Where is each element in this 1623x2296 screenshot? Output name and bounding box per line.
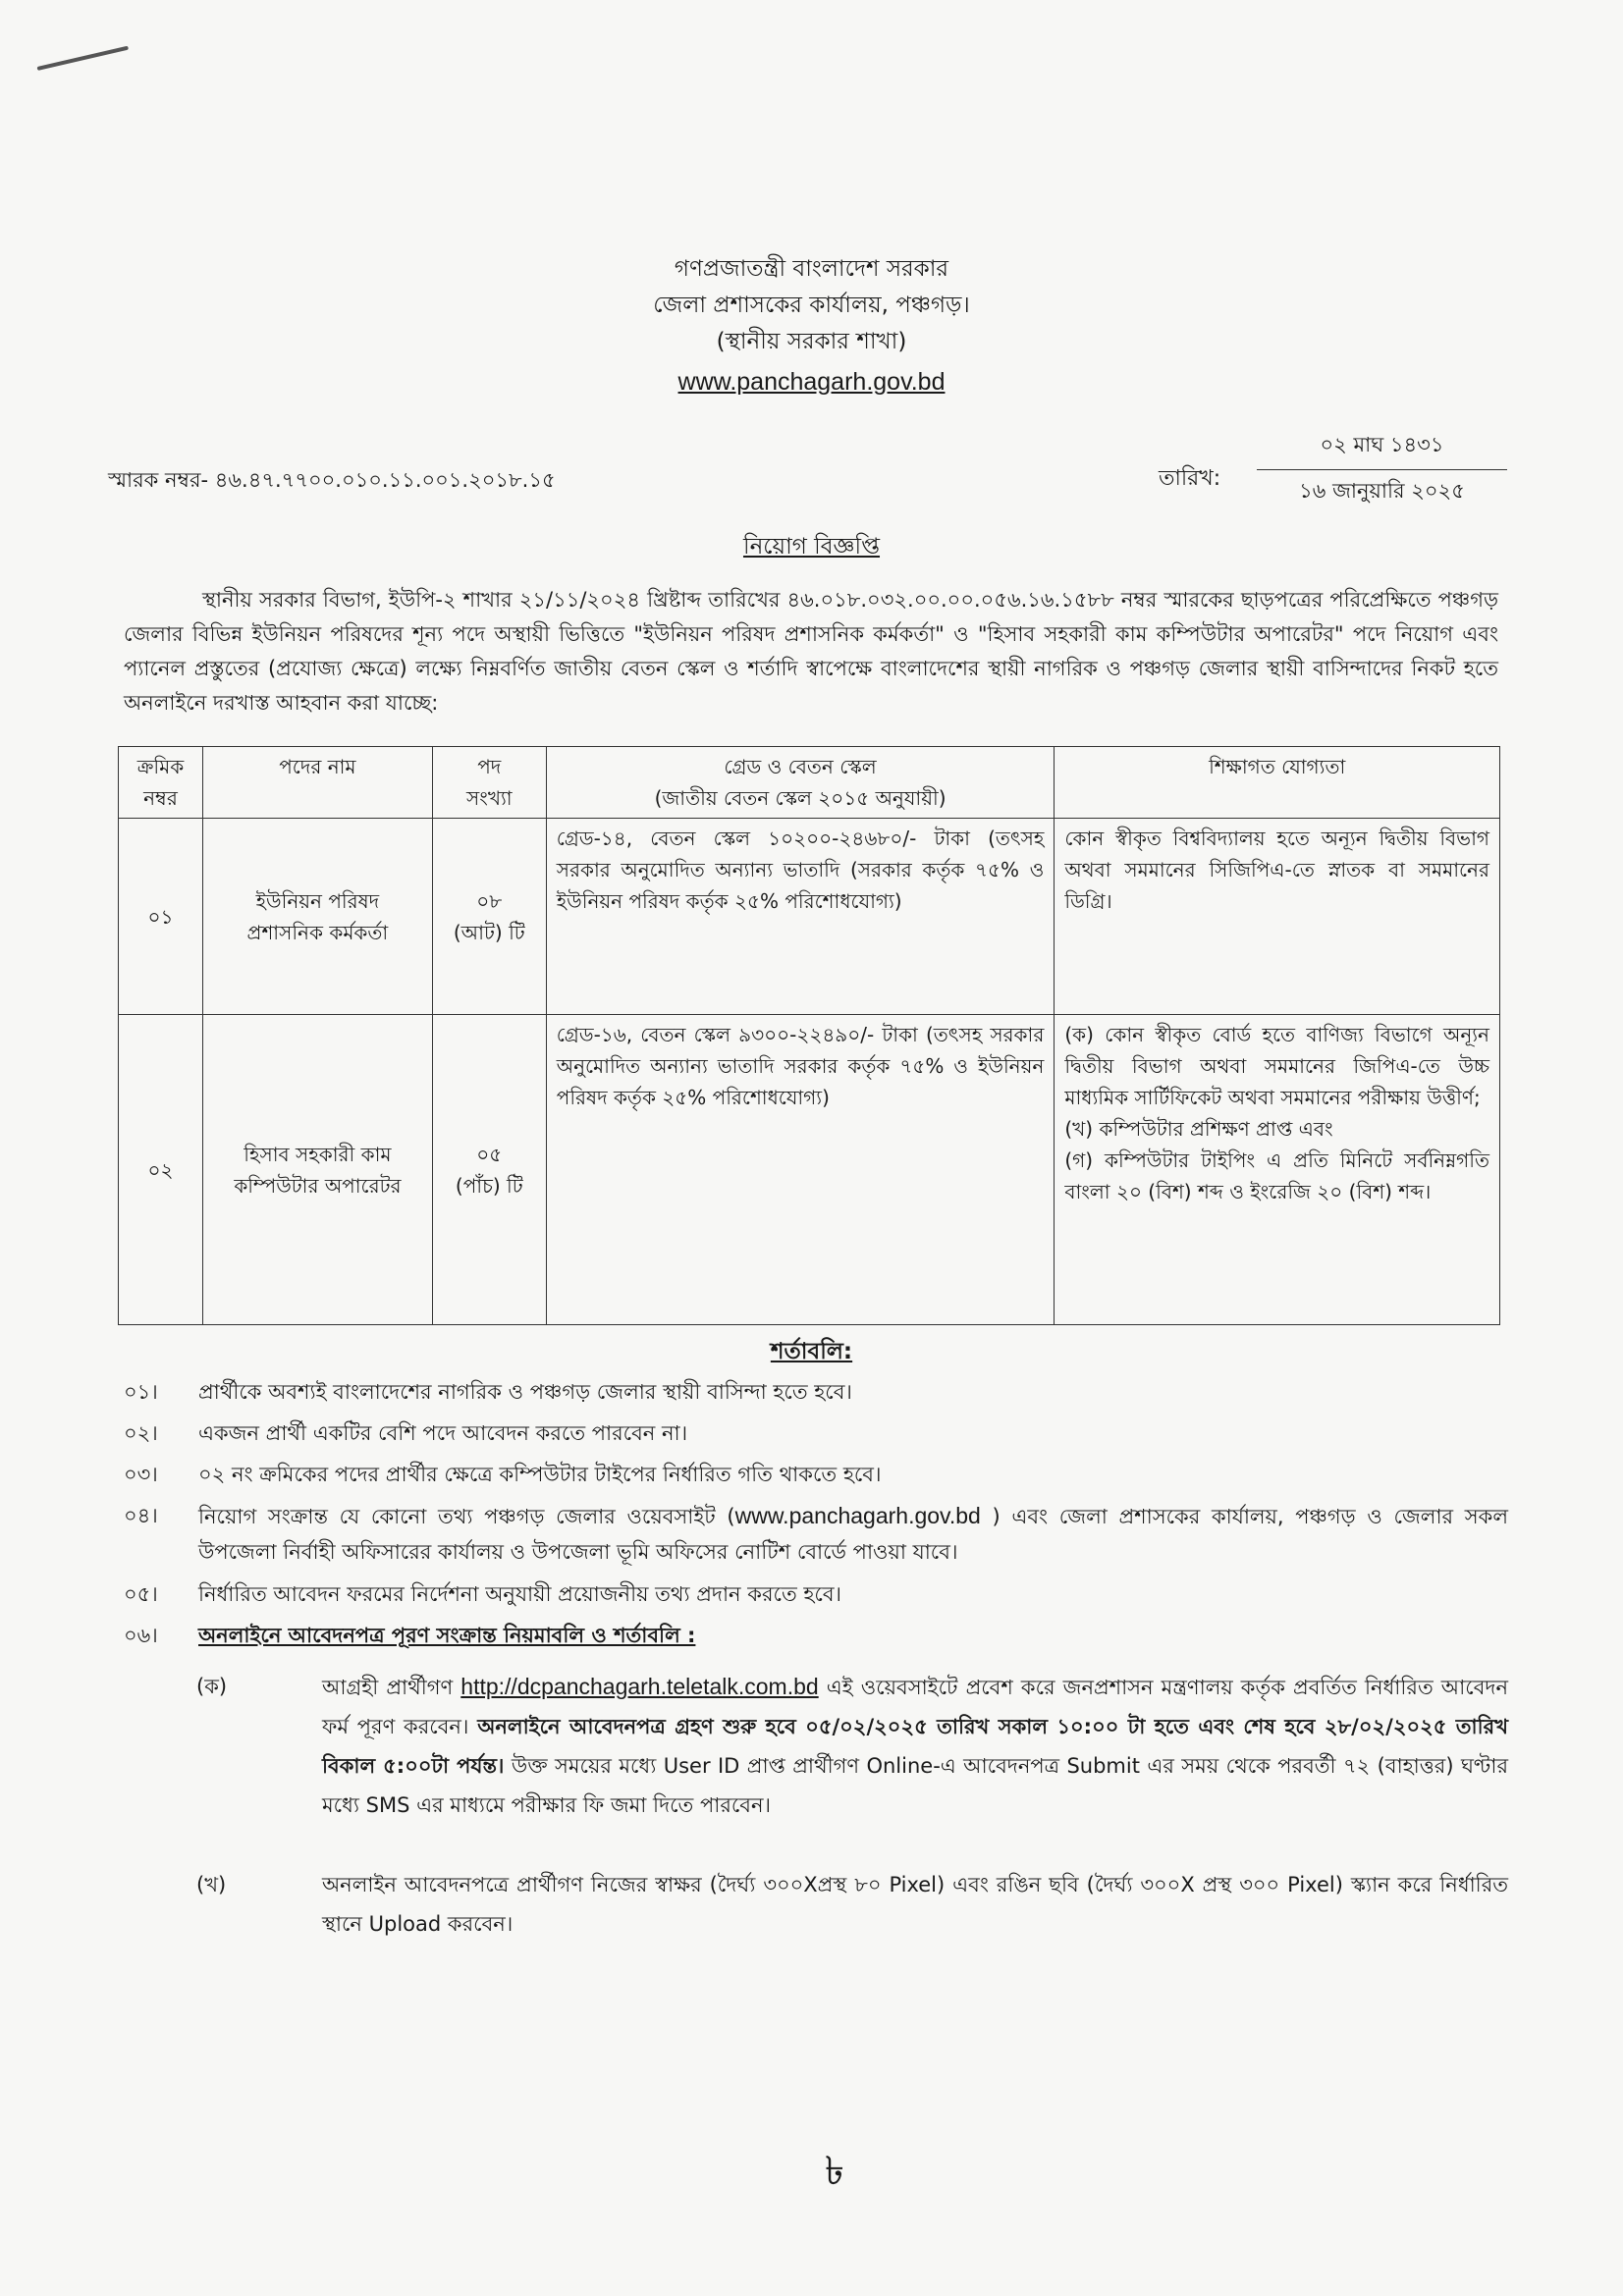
header-post-count: পদ সংখ্যা (432, 747, 546, 819)
condition-item (124, 1374, 1508, 1410)
conditions-title: শর্তাবলি: (770, 1339, 853, 1364)
intro-paragraph: স্থানীয় সরকার বিভাগ, ইউপি-২ শাখার ২১/১১/২০২৪ খ্রিষ্টাব্দ তারিখের ৪৬.০১৮.০৩২.০০.০০.০৫৬.১৬.১৫৮৮ নম্বর স্মারকের ছাড়পত্রের পরিপ্রেক্ষিতে পঞ্চগড় জেলার বিভিন্ন ইউনিয়ন পরিষদের শূন্য পদে অস্থায়ী ভিত্তিতে "ইউনিয়ন পরিষদ প্রশাসনিক কর্মকর্তা" ও "হিসাব সহকারী কাম কম্পিউটার অপারেটর" পদে নিয়োগ এবং প্যানেল প্রস্তুতের (প্রযোজ্য ক্ষেত্রে) লক্ষ্যে নিম্নবর্ণিত জাতীয় বেতন স্কেল ও শর্তাদি স্বাপেক্ষে বাংলাদেশের স্থায়ী নাগরিক ও পঞ্চগড় জেলার স্থায়ী বাসিন্দাদের নিকট হতে অনলাইনে দরখাস্ত আহবান করা যাচ্ছে: (124, 588, 1498, 715)
condition-text: অনলাইনে আবেদনপত্র পূরণ সংক্রান্ত নিয়মাবলি ও শর্তাবলি : (198, 1624, 696, 1647)
sub-item (196, 1865, 1508, 1944)
notice-title: নিয়োগ বিজ্ঞপ্তি (742, 534, 881, 560)
date-english: ১৬ জানুয়ারি ২০২৫ (1299, 479, 1465, 503)
row-serial: ০১ (119, 819, 203, 1015)
header-qualification: শিক্ষাগত যোগ্যতা (1055, 747, 1500, 819)
condition-number: ০২। (124, 1421, 158, 1445)
date-box (1257, 430, 1507, 506)
header-office: জেলা প্রশাসকের কার্যালয়, পঞ্চগড়। (653, 293, 970, 318)
memo-number: স্মারক নম্বর- ৪৬.৪৭.৭৭০০.০১০.১১.০০১.২০১৮.১৫ (108, 468, 556, 492)
header-serial: ক্রমিক নম্বর (119, 747, 203, 819)
condition-number: ০৩। (124, 1463, 158, 1486)
condition-item (124, 1618, 1508, 1653)
sub-item-number: (ক) (196, 1675, 228, 1698)
teletalk-link[interactable]: http://dcpanchagarh.teletalk.com.bd (460, 1674, 819, 1699)
row-grade: গ্রেড-১৬, বেতন স্কেল ৯৩০০-২২৪৯০/- টাকা (তৎসহ সরকার অনুমোদিত অন্যান্য ভাতাদি সরকার কর্তৃক ৭৫% ও ইউনিয়ন পরিষদ কর্তৃক ২৫% পরিশোধযোগ্য) (546, 1015, 1055, 1325)
condition-text: নির্ধারিত আবেদন ফরমের নির্দেশনা অনুযায়ী প্রয়োজনীয় তথ্য প্রদান করতে হবে। (198, 1582, 842, 1606)
row-qualification: কোন স্বীকৃত বিশ্ববিদ্যালয় হতে অন্যূন দ্বিতীয় বিভাগ অথবা সমমানের সিজিপিএ-তে স্নাতক বা সমমানের ডিগ্রি। (1055, 819, 1500, 1015)
date-bangla: ০২ মাঘ ১৪৩১ (1257, 430, 1507, 470)
row-post-name: ইউনিয়ন পরিষদ প্রশাসনিক কর্মকর্তা (202, 819, 432, 1015)
condition-number: ০১। (124, 1380, 158, 1404)
header-government: গণপ্রজাতন্ত্রী বাংলাদেশ সরকার (674, 256, 949, 282)
row-grade: গ্রেড-১৪, বেতন স্কেল ১০২০০-২৪৬৮০/- টাকা (তৎসহ সরকার অনুমোদিত অন্যান্য ভাতাদি (সরকার কর্তৃক ৭৫% ও ইউনিয়ন পরিষদ কর্তৃক ২৫% পরিশোধযোগ্য) (546, 819, 1055, 1015)
condition-item (124, 1415, 1508, 1451)
header-grade: গ্রেড ও বেতন স্কেল (জাতীয় বেতন স্কেল ২০১৫ অনুযায়ী) (546, 747, 1055, 819)
header-website-link[interactable]: www.panchagarh.gov.bd (677, 368, 946, 396)
row-post-count: ০৮ (আট) টি (432, 819, 546, 1015)
table-row (119, 819, 1500, 1015)
header-section: (স্থানীয় সরকার শাখা) (716, 329, 907, 354)
row-post-count: ০৫ (পাঁচ) টি (432, 1015, 546, 1325)
sub-item (196, 1667, 1508, 1825)
signature-mark: ৳ (825, 2149, 844, 2194)
condition-number: ০৬। (124, 1624, 158, 1647)
row-post-name: হিসাব সহকারী কাম কম্পিউটার অপারেটর (202, 1015, 432, 1325)
date-label: তারিখ: (1159, 466, 1221, 491)
header-block (0, 251, 1623, 401)
sub-item-number: (খ) (196, 1873, 227, 1896)
sub-item-text: আগ্রহী প্রার্থীগণ http://dcpanchagarh.teletalk.com.bd এই ওয়েবসাইটে প্রবেশ করে জনপ্রশাসন মন্ত্রণালয় কর্তৃক প্রবর্তিত নির্ধারিত আবেদন ফর্ম পূরণ করবেন। অনলাইনে আবেদনপত্র গ্রহণ শুরু হবে ০৫/০২/২০২৫ তারিখ সকাল ১০:০০ টা হতে এবং শেষ হবে ২৮/০২/২০২৫ তারিখ বিকাল ৫:০০টা পর্যন্ত। উক্ত সময়ের মধ্যে User ID প্রাপ্ত প্রার্থীগণ Online-এ আবেদনপত্র Submit এর সময় থেকে পরবর্তী ৭২ (বাহাত্তর) ঘণ্টার মধ্যে SMS এর মাধ্যমে পরীক্ষার ফি জমা দিতে পারবেন। (322, 1674, 1508, 1817)
condition-item (124, 1576, 1508, 1612)
row-serial: ০২ (119, 1015, 203, 1325)
condition-item (124, 1498, 1508, 1570)
pen-mark (37, 46, 129, 71)
header-post-name: পদের নাম (202, 747, 432, 819)
posts-table (118, 746, 1500, 1325)
table-header-row (119, 747, 1500, 819)
condition-text: নিয়োগ সংক্রান্ত যে কোনো তথ্য পঞ্চগড় জেলার ওয়েবসাইট (www.panchagarh.gov.bd ) এবং জেলা প্রশাসকের কার্যালয়, পঞ্চগড় ও জেলার সকল উপজেলা নির্বাহী অফিসারের কার্যালয় ও উপজেলা ভূমি অফিসের নোটিশ বোর্ডে পাওয়া যাবে। (198, 1503, 1508, 1564)
condition-text: ০২ নং ক্রমিকের পদের প্রার্থীর ক্ষেত্রে কম্পিউটার টাইপের নির্ধারিত গতি থাকতে হবে। (198, 1463, 882, 1486)
condition-number: ০৫। (124, 1582, 158, 1606)
sub-item-text: অনলাইন আবেদনপত্রে প্রার্থীগণ নিজের স্বাক্ষর (দৈর্ঘ্য ৩০০Xপ্রস্থ ৮০ Pixel) এবং রঙিন ছবি (দৈর্ঘ্য ৩০০X প্রস্থ ৩০০ Pixel) স্ক্যান করে নির্ধারিত স্থানে Upload করবেন। (322, 1873, 1508, 1936)
condition-text: প্রার্থীকে অবশ্যই বাংলাদেশের নাগরিক ও পঞ্চগড় জেলার স্থায়ী বাসিন্দা হতে হবে। (198, 1380, 852, 1404)
condition-number: ০৪। (124, 1504, 158, 1527)
condition-text: একজন প্রার্থী একটির বেশি পদে আবেদন করতে পারবেন না। (198, 1421, 688, 1445)
condition-item (124, 1457, 1508, 1492)
table-row (119, 1015, 1500, 1325)
website-link[interactable]: www.panchagarh.gov.bd (734, 1503, 981, 1528)
row-qualification: (ক) কোন স্বীকৃত বোর্ড হতে বাণিজ্য বিভাগে অন্যূন দ্বিতীয় বিভাগ অথবা সমমানের জিপিএ-তে উচ্চ মাধ্যমিক সার্টিফিকেট অথবা সমমানের পরীক্ষায় উত্তীর্ণ; (খ) কম্পিউটার প্রশিক্ষণ প্রাপ্ত এবং (গ) কম্পিউটার টাইপিং এ প্রতি মিনিটে সর্বনিম্নগতি বাংলা ২০ (বিশ) শব্দ ও ইংরেজি ২০ (বিশ) শব্দ। (1055, 1015, 1500, 1325)
